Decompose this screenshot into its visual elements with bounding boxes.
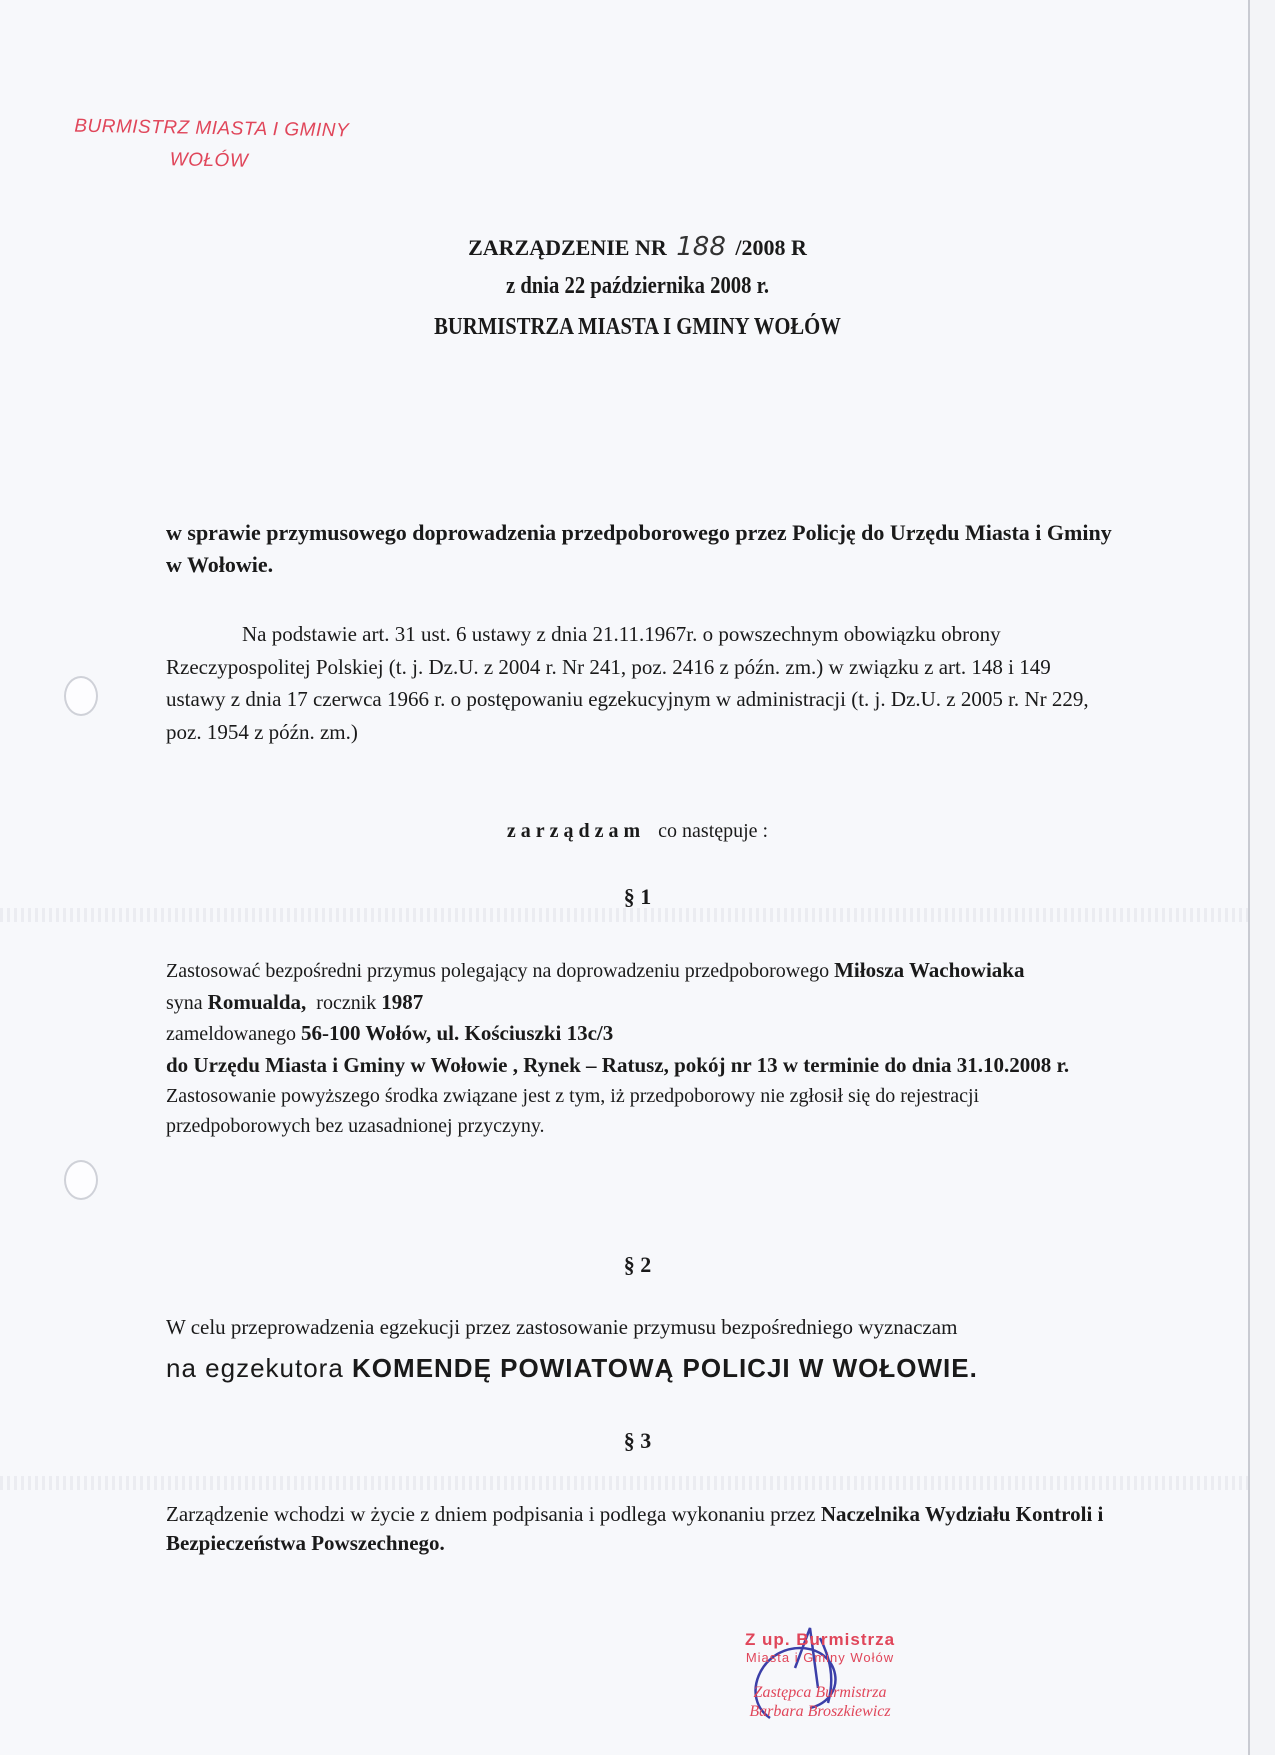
s2-prefix: na egzekutora bbox=[166, 1353, 344, 1384]
s2-police: KOMENDĘ POWIATOWĄ POLICJI W WOŁOWIE. bbox=[352, 1353, 978, 1384]
order-heading bbox=[0, 820, 1275, 843]
s1-destination: do Urzędu Miasta i Gminy w Wołowie , Rynek – Ratusz, pokój nr 13 w terminie do dnia 31.10.2008 r. bbox=[166, 1052, 1070, 1077]
section-1-body bbox=[166, 955, 1112, 1141]
punch-hole bbox=[64, 676, 98, 716]
section-3-label: § 3 bbox=[623, 1428, 652, 1453]
punch-hole bbox=[64, 1160, 98, 1200]
signature-stamp bbox=[690, 1630, 950, 1721]
s1-reg-label: zameldowanego bbox=[166, 1023, 296, 1045]
section-3-body bbox=[166, 1500, 1112, 1559]
order-rest: co następuje : bbox=[658, 820, 769, 842]
stamp-line-1: BURMISTRZ MIASTA I GMINY bbox=[74, 115, 350, 142]
legal-basis-text: Na podstawie art. 31 ust. 6 ustawy z dnia 21.11.1967r. o powszechnym obowiązku obrony Rzeczypospolitej Polskiej (t. j. Dz.U. z 2004 r. Nr 241, poz. 2416 z późn. zm.) w związku z art. 148 i 149 ustawy z dnia 17 czerwca 1966 r. o postępowaniu egzekucyjnym w administracji (t. j. Dz.U. z 2005 r. Nr 229, poz. 1954 z późn. zm.) bbox=[166, 622, 1089, 744]
legal-basis bbox=[166, 618, 1112, 748]
title-prefix: ZARZĄDZENIE NR bbox=[468, 235, 667, 260]
s1-name: Miłosza Wachowiaka bbox=[834, 958, 1025, 982]
section-2-label: § 2 bbox=[623, 1252, 652, 1277]
s3-text: Zarządzenie wchodzi w życie z dniem podpisania i podlega wykonaniu przez bbox=[166, 1502, 816, 1526]
s1-son-label: syna bbox=[166, 991, 203, 1014]
handwritten-number: 188 bbox=[676, 232, 726, 262]
title-suffix: /2008 R bbox=[735, 235, 807, 260]
s1-reason: Zastosowanie powyższego środka związane jest z tym, iż przedpoborowy nie zgłosił się do rejestracji przedpoborowych bez uzasadnionej przyczyny. bbox=[166, 1085, 980, 1137]
signature-line-4: Barbara Broszkiewicz bbox=[749, 1703, 891, 1721]
s1-address: 56-100 Wołów, ul. Kościuszki 13c/3 bbox=[300, 1021, 614, 1045]
signature-line-1: Z up. Burmistrza bbox=[744, 1630, 896, 1649]
signature-line-3: Zastępca Burmistrza bbox=[753, 1684, 887, 1701]
s3-bold: Naczelnika Wydziału Kontroli i Bezpieczeństwa Powszechnego. bbox=[166, 1502, 1104, 1556]
document-title bbox=[0, 232, 1275, 262]
document-authority: BURMISTRZA MIASTA I GMINY WOŁÓW bbox=[434, 314, 841, 340]
s2-text: W celu przeprowadzenia egzekucji przez zastosowanie przymusu bezpośredniego wyznaczam bbox=[166, 1315, 958, 1339]
s2-emphasis bbox=[166, 1350, 978, 1386]
stamp-line-2: WOŁÓW bbox=[169, 149, 249, 172]
s1-father: Romualda, bbox=[207, 989, 307, 1014]
document-date: z dnia 22 października 2008 r. bbox=[506, 273, 769, 299]
s1-year-label: rocznik bbox=[316, 991, 377, 1014]
order-spaced: zarządzam bbox=[506, 820, 646, 842]
scan-artifact bbox=[0, 908, 1248, 922]
s1-text: Zastosować bezpośredni przymus polegający na doprowadzeniu przedpoborowego bbox=[166, 960, 830, 982]
office-stamp bbox=[74, 116, 350, 175]
document-subject: w sprawie przymusowego doprowadzenia przedpoborowego przez Policję do Urzędu Miasta i Gminy w Wołowie. bbox=[166, 520, 1112, 577]
signature-line-2: Miasta i Gminy Wołów bbox=[745, 1650, 895, 1665]
section-2-body bbox=[166, 1313, 1112, 1387]
section-1-label: § 1 bbox=[623, 884, 652, 909]
s1-year: 1987 bbox=[381, 989, 424, 1014]
scan-artifact bbox=[0, 1476, 1248, 1490]
